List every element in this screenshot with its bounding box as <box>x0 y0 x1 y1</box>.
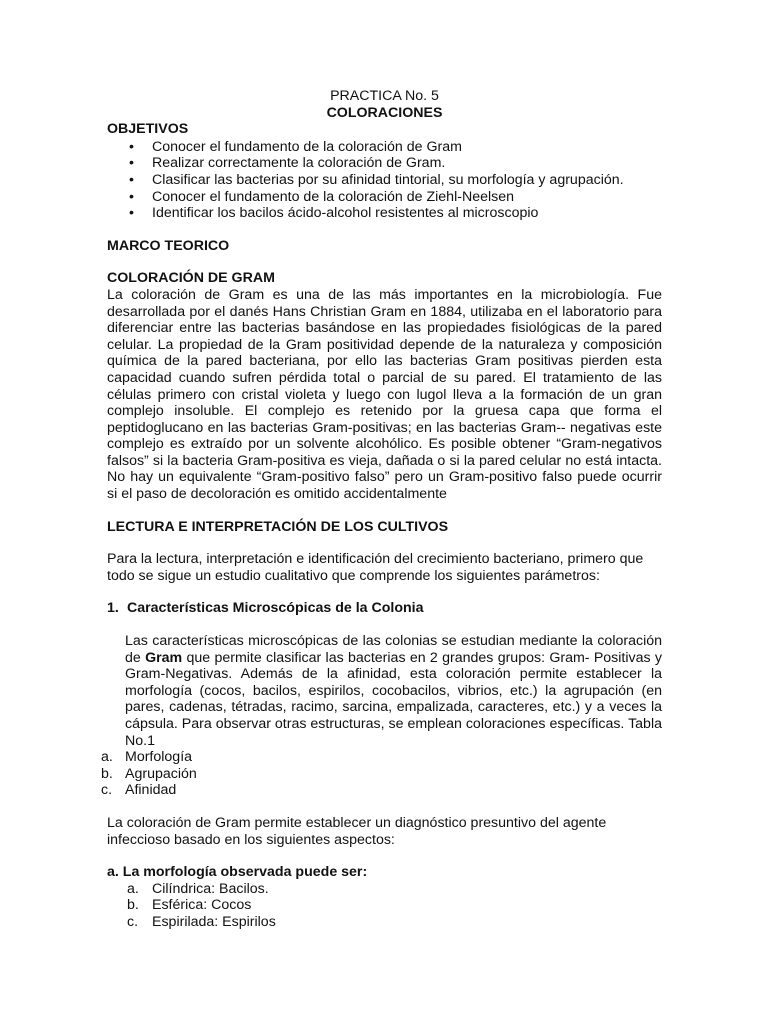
list-text: Esférica: Cocos <box>152 897 252 914</box>
list-label: b. <box>101 765 113 782</box>
gram-heading: COLORACIÓN DE GRAM <box>107 270 275 287</box>
morfologia-list <box>107 881 662 931</box>
list-item: • Identificar los bacilos ácido-alcohol resistentes al microscopio <box>107 205 662 222</box>
gram-bold-text: Gram <box>145 649 183 666</box>
list-label: b. <box>127 897 139 914</box>
section-1-number: 1. <box>107 600 119 617</box>
page-title: COLORACIONES <box>326 104 443 121</box>
list-item: • Conocer el fundamento de la coloración de Gram <box>107 139 662 156</box>
list-item <box>101 765 662 783</box>
morfologia-heading: a. La morfología observada puede ser: <box>107 864 368 881</box>
list-item: • Clasificar las bacterias por su afinidad tintorial, su morfología y agrupación. <box>107 172 662 189</box>
list-item <box>107 897 662 914</box>
practice-number: PRACTICA No. 5 <box>330 88 439 104</box>
list-item <box>101 782 662 799</box>
section-1-heading <box>107 600 662 617</box>
list-text: Cilíndrica: Bacilos. <box>152 880 269 897</box>
list-text: Morfología <box>125 749 193 766</box>
section-1-paragraph <box>107 633 662 749</box>
document-body <box>101 88 662 931</box>
list-text: Espirilada: Espirilos <box>152 913 276 930</box>
diagnostico-paragraph: La coloración de Gram permite establecer un diagnóstico presuntivo del agente infeccioso basado en los siguientes aspectos: <box>107 814 607 848</box>
list-item: • Realizar correctamente la coloración de Gram. <box>107 155 662 172</box>
list-item <box>107 881 662 898</box>
list-label: c. <box>127 913 139 930</box>
list-label: a. <box>127 880 139 897</box>
paragraph-text: que permite clasificar las bacterias en 2 grandes grupos: Gram- Positivas y Gram-Negativas. Además de la afinidad, esta coloración permite establecer la morfología (cocos, bacilos, espirilos, cocobacilos, vibrios, etc.) la agrupación (en pares, cadenas, tétradas, racimo, sarcina, empalizada, caracteres, etc.) y a veces la cápsula. Para observar otras estructuras, se emplean coloraciones específicas. Tabla No.1 <box>125 649 662 749</box>
lectura-paragraph: Para la lectura, interpretación e identificación del crecimiento bacteriano, primero que todo se sigue un estudio cualitativo que comprende los siguientes parámetros: <box>107 551 644 584</box>
lectura-heading: LECTURA E INTERPRETACIÓN DE LOS CULTIVOS <box>107 518 449 535</box>
list-item: • Conocer el fundamento de la coloración de Ziehl-Neelsen <box>107 189 662 206</box>
list-label: c. <box>101 782 113 799</box>
section-1-title: Características Microscópicas de la Colonia <box>127 600 424 617</box>
list-text: Afinidad <box>125 782 177 799</box>
gram-paragraph: La coloración de Gram es una de las más importantes en la microbiología. Fue desarrollada por el danés Hans Christian Gram en 1884, utilizaba en el laboratorio para diferenciar entre las bacterias basándose en las propiedades fisiológicas de la pared celular. La propiedad de la Gram positividad depende de la naturaleza y composición química de la pared bacteriana, por ello las bacterias Gram positivas pierden esta capacidad cuando sufren pérdida total o parcial de su pared. El tratamiento de las células primero con cristal violeta y luego con lugol lleva a la formación de un gran complejo insoluble. El complejo es retenido por la gruesa capa que forma el peptidoglucano en las bacterias Gram-positivas; en las bacterias Gram-- negativas este complejo es extraído por un solvente alcohólico. Es posible obtener “Gram-negativos falsos” si la bacteria Gram-positiva es vieja, dañada o si la pared celular no está intacta. No hay un equivalente “Gram-positivo falso” pero un Gram-positivo falso puede ocurrir si el paso de decoloración es omitido accidentalmente <box>107 286 662 503</box>
list-item <box>101 749 662 766</box>
objectives-heading: OBJETIVOS <box>107 121 189 138</box>
list-label: a. <box>101 749 113 766</box>
list-item <box>107 914 662 931</box>
objectives-list <box>107 139 662 222</box>
list-text: Agrupación <box>125 765 197 782</box>
paragraph-text: Las características microscópicas de las colonias se estudian mediante la coloración de <box>125 633 662 666</box>
section-1-list <box>101 749 662 799</box>
marco-teorico-heading: MARCO TEORICO <box>107 237 230 254</box>
